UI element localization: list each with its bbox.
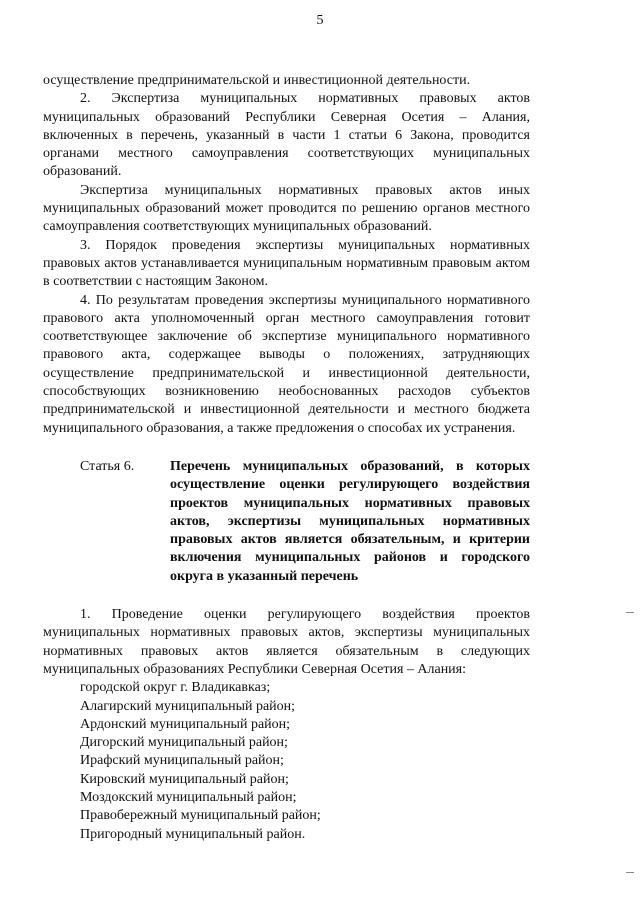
paragraph: 4. По результатам проведения экспертизы муниципального нормативного правового акта уполномоченный орган местного самоуправления готовит соответствующее заключение об экспертизе муниципального нормативного правового акта, содержащее выводы о положениях, затрудняющих осуществление предпринимательской и инвестиционной деятельности, способствующих возникновению необоснованных расходов субъектов предпринимательской и инвестиционной деятельности и местного бюджета муниципального образования, а также предложения о способах их устранения. — [43, 292, 530, 436]
paragraph: осуществление предпринимательской и инвестиционной деятельности. — [43, 73, 471, 88]
list-item: городской округ г. Владикавказ; — [80, 680, 271, 696]
list-item: Ардонский муниципальный район; — [80, 716, 291, 732]
paragraph: 2. Экспертиза муниципальных нормативных правовых актов муниципальных образований Республики Северная Осетия – Алания, включенных в перечень, указанный в части 1 статьи 6 Закона, проводится органами местного самоуправления соответствующих муниципальных образований. — [43, 91, 530, 180]
scan-edge-mark — [626, 872, 634, 873]
list-item: Правобережный муниципальный район; — [80, 808, 321, 824]
article-label: Статья 6. — [80, 458, 135, 474]
paragraph: 3. Порядок проведения экспертизы муниципальных нормативных правовых актов устанавливается муниципальным нормативным правовым актом в соответствии с настоящим Законом. — [43, 237, 530, 290]
list-item: Пригородный муниципальный район. — [80, 826, 306, 842]
document-body — [43, 72, 530, 844]
list-item: Кировский муниципальный район; — [80, 771, 289, 787]
page-number: 5 — [316, 13, 324, 28]
article-heading — [43, 458, 530, 586]
paragraph: Экспертиза муниципальных нормативных правовых актов иных муниципальных образований может проводится по решению органов местного самоуправления соответствующих муниципальных образований. — [43, 182, 530, 235]
list-item: Ирафский муниципальный район; — [80, 753, 284, 769]
scan-edge-mark — [626, 612, 634, 613]
list-item: Алагирский муниципальный район; — [80, 698, 296, 714]
municipality-list — [43, 679, 530, 844]
list-item: Моздокский муниципальный район; — [80, 789, 297, 805]
list-item: Дигорский муниципальный район; — [80, 735, 288, 751]
article-title: Перечень муниципальных образований, в которых осуществление оценки регулирующего воздействия проектов муниципальных нормативных правовых актов, экспертизы муниципальных нормативных правовых актов является обязательным, и критерии включения муниципальных районов и городского округа в указанный перечень — [170, 458, 530, 584]
paragraph: 1. Проведение оценки регулирующего воздействия проектов муниципальных нормативных правовых актов, экспертизы муниципальных нормативных правовых актов является обязательным в следующих муниципальных образованиях Республики Северная Осетия – Алания: — [43, 607, 530, 677]
